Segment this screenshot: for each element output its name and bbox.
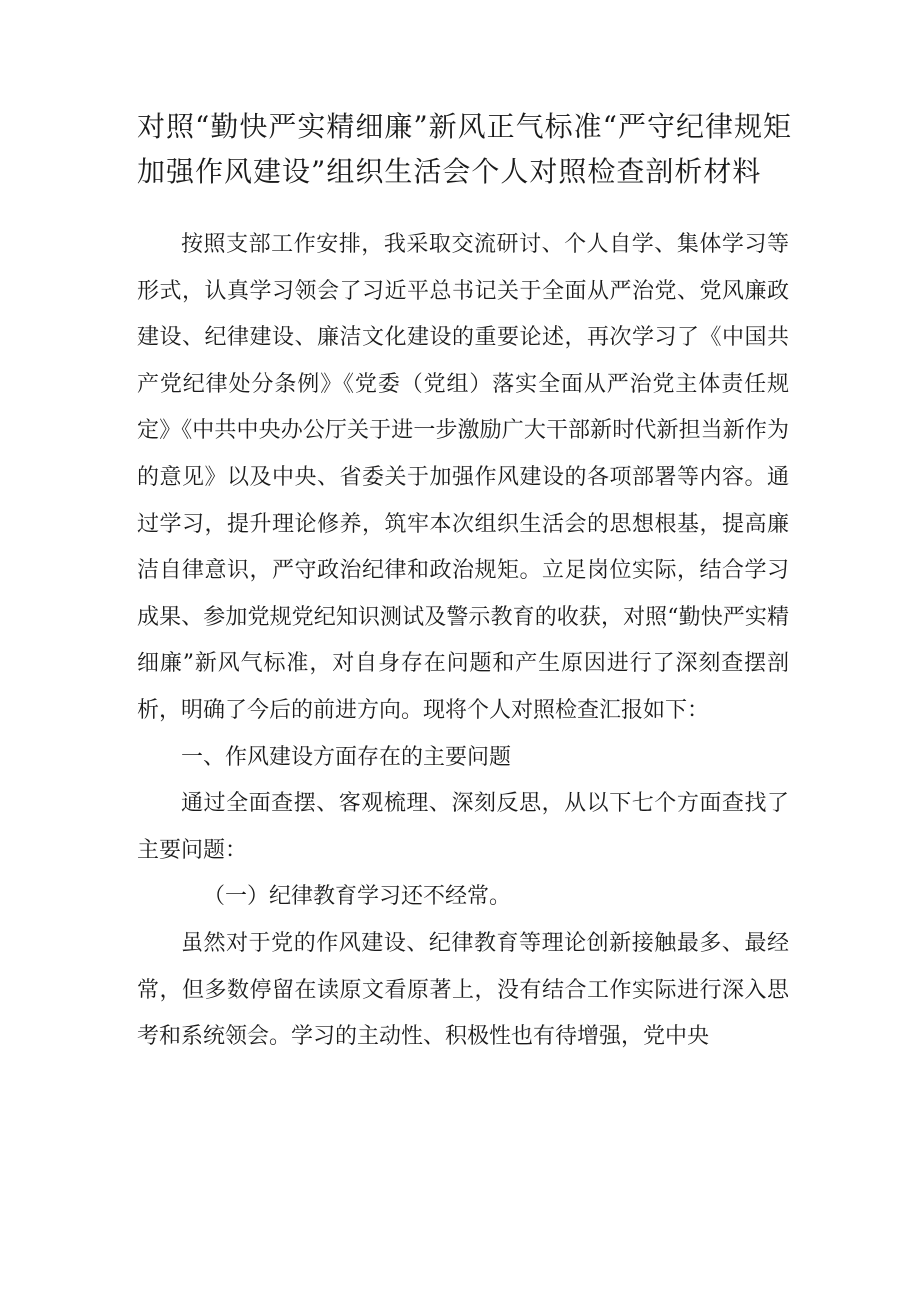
intro-paragraph: 按照支部工作安排，我采取交流研讨、个人自学、集体学习等形式，认真学习领会了习近平总书记关于全面从严治党、党风廉政建设、纪律建设、廉洁文化建设的重要论述，再次学习了《中国共产党纪律处分条例》《党委（党组）落实全面从严治党主体责任规定》《中共中央办公厅关于进一步激励广大干部新时代新担当新作为的意见》以及中央、省委关于加强作风建设的各项部署等内容。通过学习，提升理论修养，筑牢本次组织生活会的思想根基，提高廉洁自律意识，严守政治纪律和政治规矩。立足岗位实际，结合学习成果、参加党规党纪知识测试及警示教育的收获，对照“勤快严实精细廉”新风气标准，对自身存在问题和产生原因进行了深刻查摆剖析，明确了今后的前进方向。现将个人对照检查汇报如下： (137, 232, 789, 723)
section-1-intro-paragraph: 通过全面查摆、客观梳理、深刻反思，从以下七个方面查找了主要问题： (137, 791, 789, 863)
section-1-heading: 一、作风建设方面存在的主要问题 (181, 744, 512, 770)
document-body (137, 222, 789, 1061)
subsection-1-paragraph: 虽然对于党的作风建设、纪律教育等理论创新接触最多、最经常，但多数停留在读原文看原著上，没有结合工作实际进行深入思考和系统领会。学习的主动性、积极性也有待增强，党中央 (137, 930, 789, 1050)
document-title (137, 104, 797, 194)
title-line-1: 对照“勤快严实精细廉”新风正气标准“严守纪律规矩 (137, 110, 792, 143)
title-line-2: 加强作风建设”组织生活会个人对照检查剖析材料 (137, 155, 762, 188)
subsection-1-heading: （一）纪律教育学习还不经常。 (203, 884, 512, 910)
